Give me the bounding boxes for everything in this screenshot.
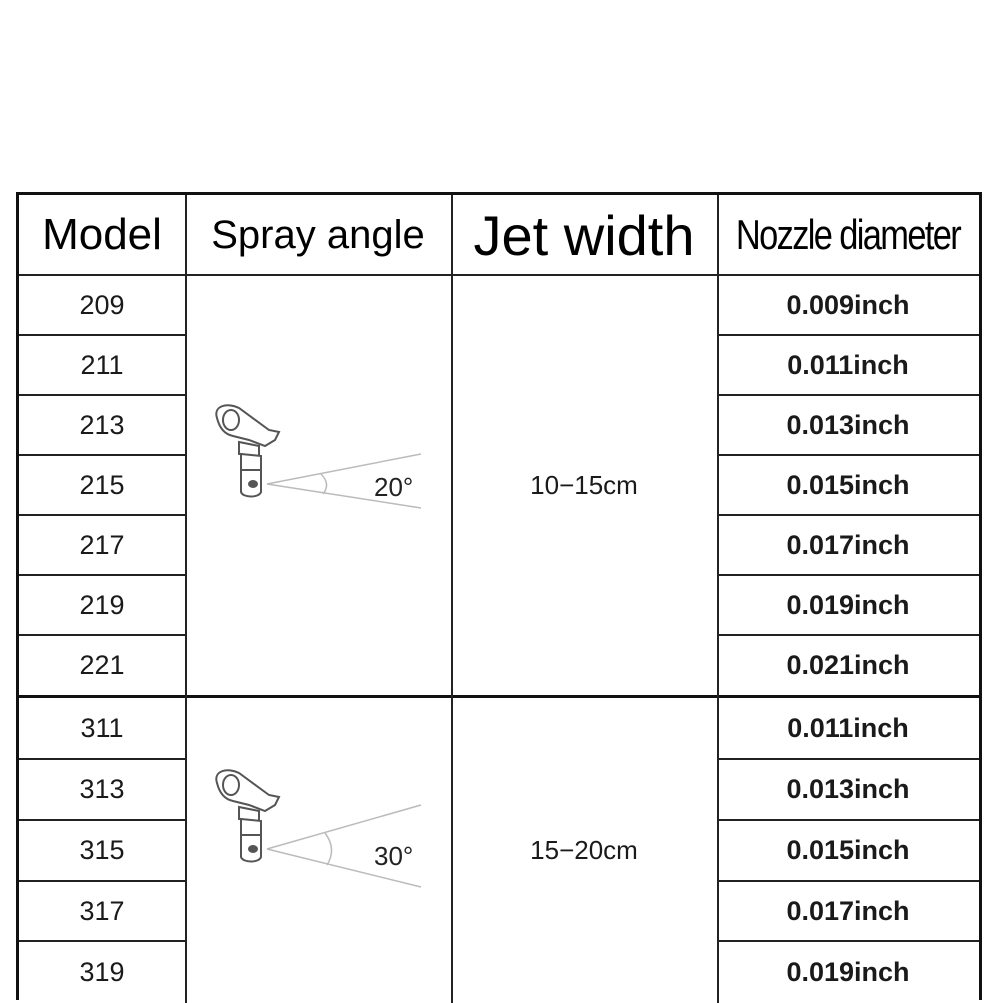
model-cell: 209 [79,289,125,320]
row-divider [19,514,185,516]
model-cell: 219 [79,589,125,620]
row-divider [19,634,185,636]
row-divider [717,454,979,456]
row-divider [19,334,185,336]
row-divider [19,880,185,882]
header-nozzle-diameter: Nozzle diameter [735,211,961,258]
diameter-cell: 0.013inch [786,774,910,804]
row-divider [19,819,185,821]
model-cell: 315 [79,835,125,865]
row-divider [717,940,979,942]
row-divider [717,574,979,576]
row-divider [717,634,979,636]
model-cell: 213 [79,409,125,440]
header-divider [19,274,979,276]
column-divider [185,195,187,1003]
header-model: Model [42,210,162,259]
nozzle-30-illustration [209,765,424,895]
diameter-cell: 0.017inch [786,529,910,560]
diameter-cell: 0.009inch [786,289,910,320]
model-cell: 311 [80,713,124,743]
diameter-cell: 0.011inch [787,349,909,380]
row-divider [19,394,185,396]
jet-width-cell: 10−15cm [530,469,638,500]
row-divider [717,334,979,336]
row-divider [717,819,979,821]
diameter-cell: 0.019inch [786,589,910,620]
row-divider [19,758,185,760]
table-grid [19,195,979,1000]
model-cell: 221 [79,649,125,680]
column-divider [717,195,719,1003]
header-spray-angle: Spray angle [211,212,425,257]
model-cell: 215 [79,469,125,500]
group-divider [19,695,979,698]
diameter-cell: 0.015inch [786,835,910,865]
model-cell: 317 [79,895,125,926]
row-divider [717,394,979,396]
spray-angle-label: 30° [374,841,414,871]
column-divider [451,195,453,1003]
row-divider [717,880,979,882]
spec-table [16,192,982,1000]
diameter-cell: 0.013inch [786,409,910,440]
diameter-cell: 0.015inch [786,469,910,500]
row-divider [19,574,185,576]
jet-width-cell: 15−20cm [530,835,638,865]
model-cell: 217 [79,529,125,560]
row-divider [19,454,185,456]
model-cell: 313 [79,774,125,804]
header-jet-width: Jet width [473,203,695,267]
diameter-cell: 0.011inch [787,713,909,743]
row-divider [717,758,979,760]
row-divider [19,940,185,942]
diameter-cell: 0.017inch [786,895,910,926]
nozzle-20-illustration [209,400,424,520]
spray-angle-label: 20° [374,472,414,502]
row-divider [717,514,979,516]
diameter-cell: 0.019inch [786,956,910,987]
model-cell: 211 [80,349,124,380]
model-cell: 319 [79,956,125,987]
diameter-cell: 0.021inch [786,649,910,680]
